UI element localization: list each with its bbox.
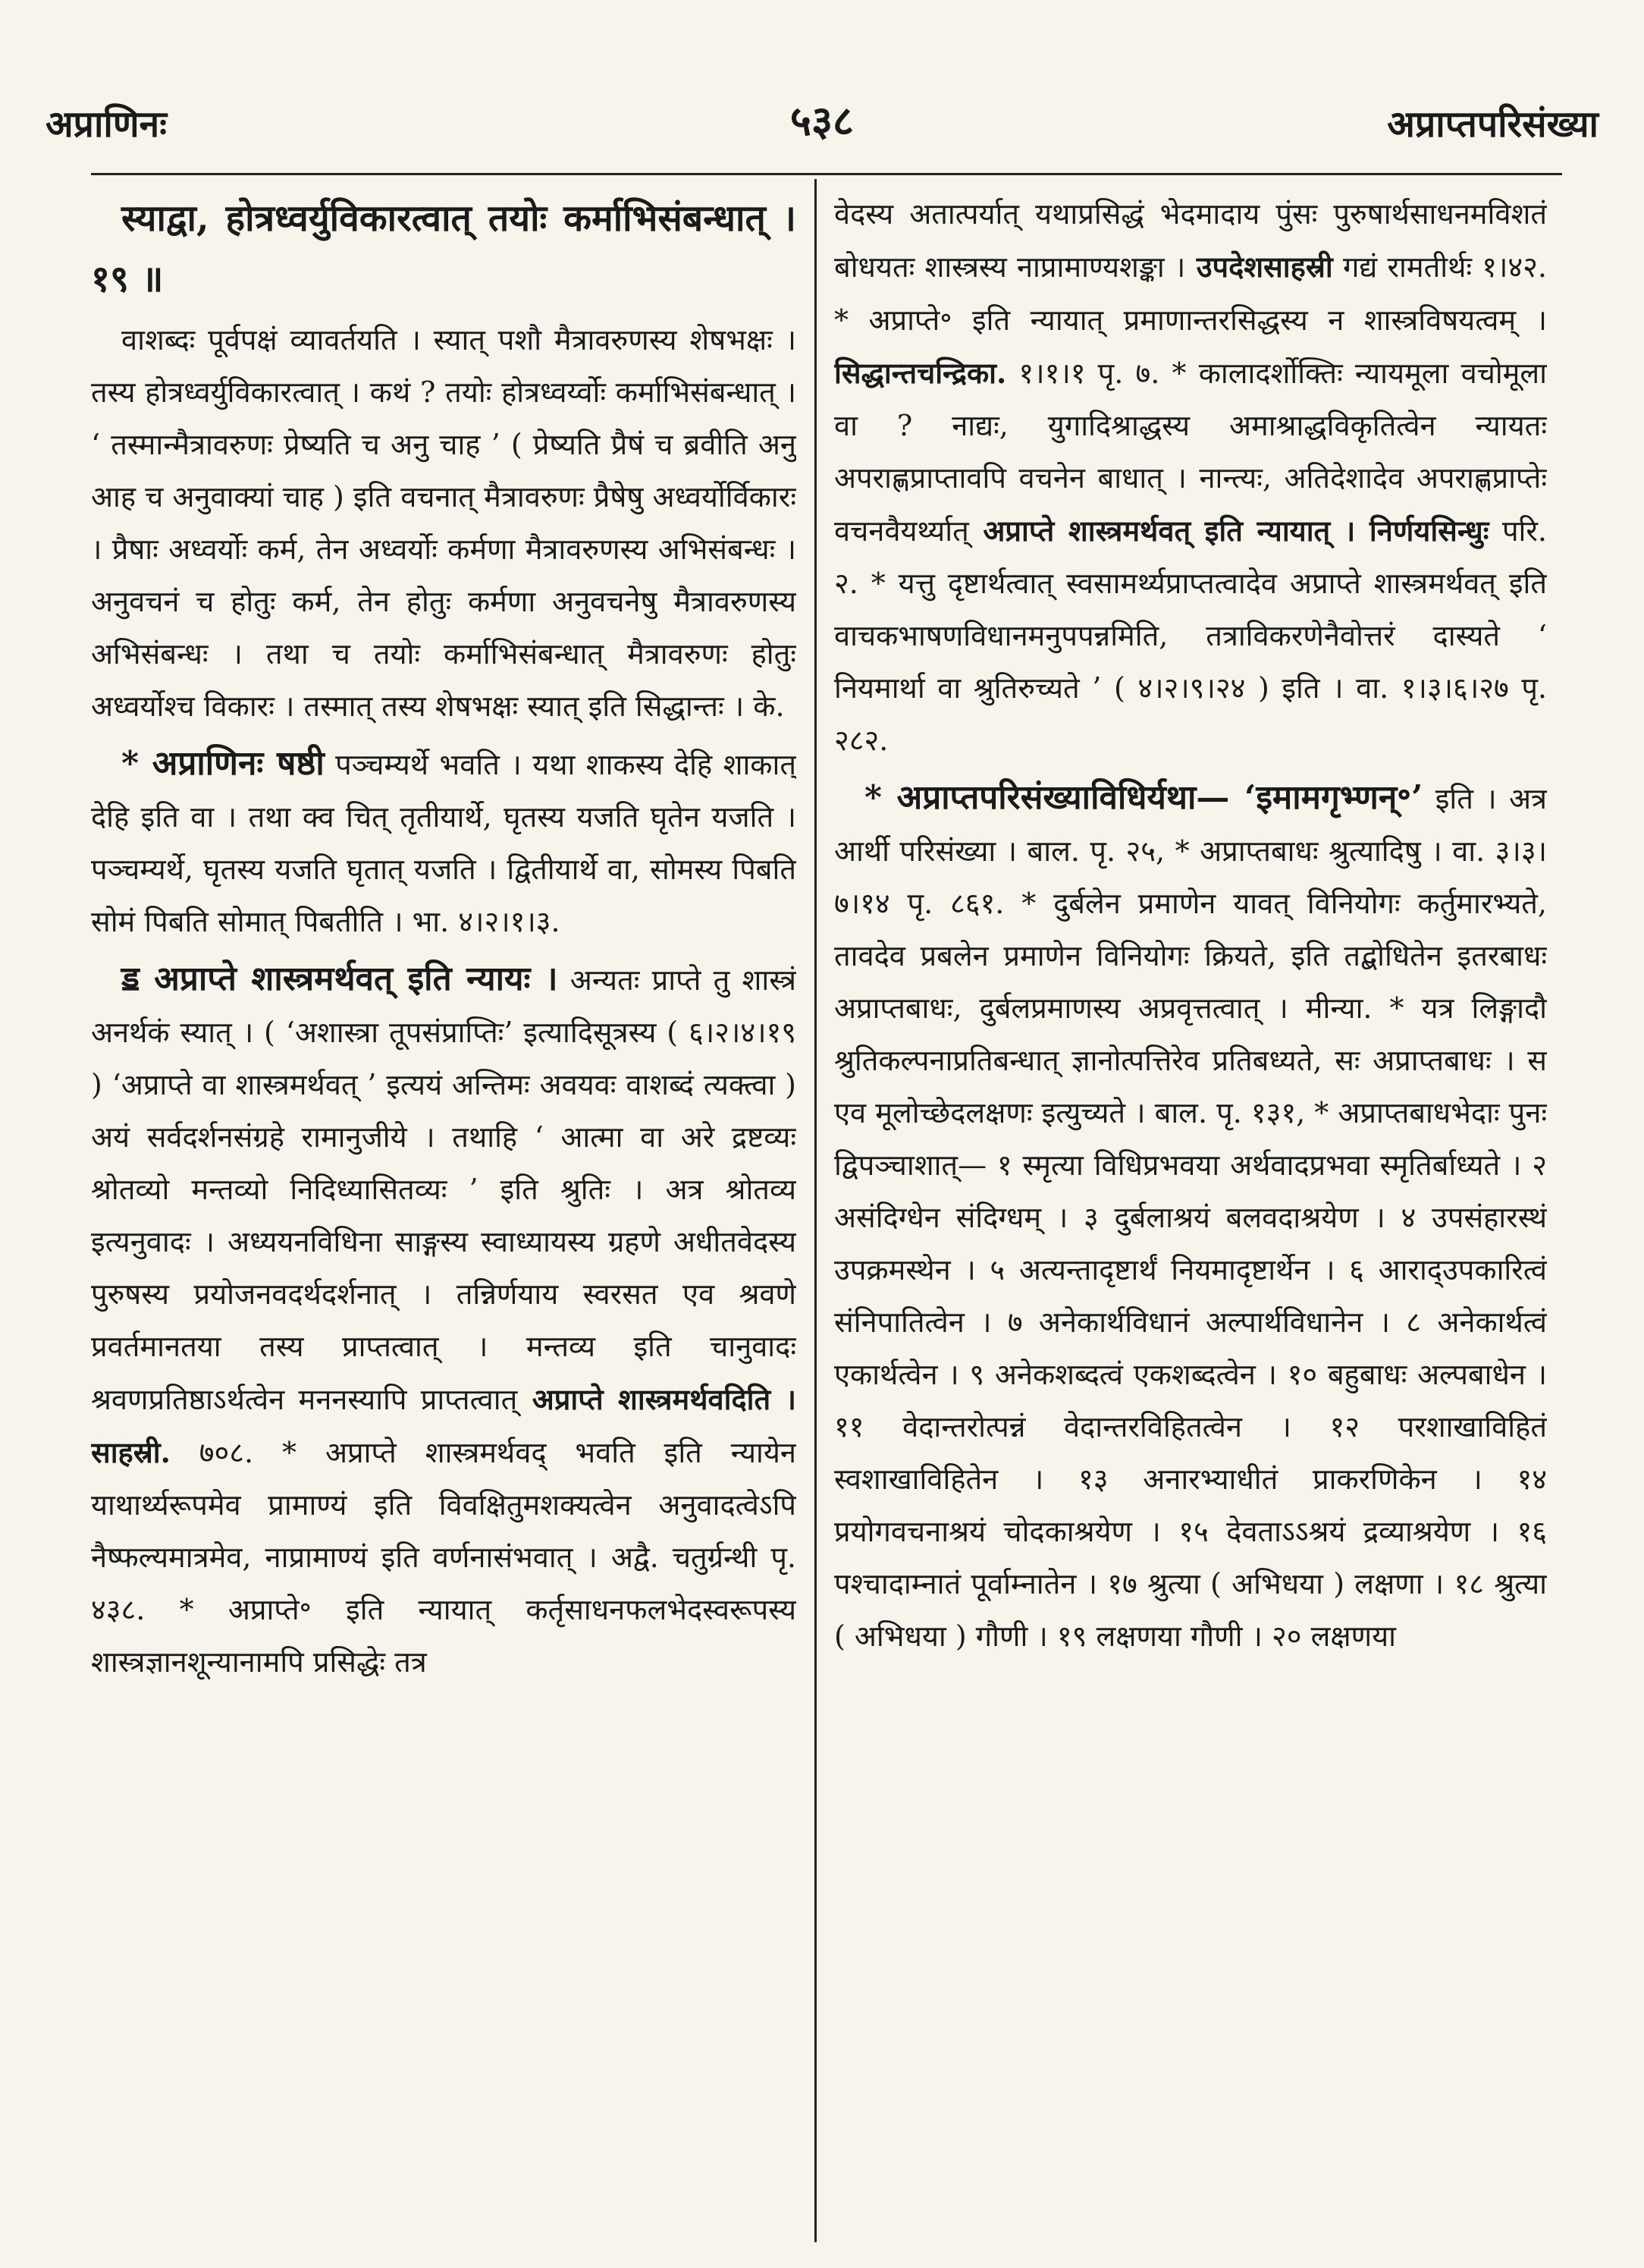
citation-bold: सिद्धान्तचन्द्रिका. <box>834 356 1007 390</box>
sutra-heading: स्याद्वा, होत्रध्वर्युविकारत्वात् तयोः कर्माभिसंबन्धात् । १९ ॥ <box>91 197 796 300</box>
entry-aprāṇinaḥ <box>91 737 796 948</box>
header-rule <box>91 173 1562 175</box>
citation-bold: अप्राप्ते शास्त्रमर्थवत् इति न्यायात् । निर्णयसिन्धुः <box>968 514 1489 548</box>
right-column <box>834 188 1547 2236</box>
page-number: ५३८ <box>789 96 855 145</box>
entry-text: पञ्चम्यर्थे भवति । यथा शाकस्य देहि शाकात् देहि इति वा । तथा क्व चित् तृतीयार्थे, घृतस्य यजति घृतेन यजति । पञ्चम्यर्थे, घृतस्य यजति घृतात् यजति । द्वितीयार्थे वा, सोमस्य पिबति सोमं पिबति सोमात् पिबतीति । भा. ४।२।१।३. <box>91 748 796 938</box>
left-column <box>91 188 796 2236</box>
entry-text: इति । अत्र आर्थी परिसंख्या । बाल. पृ. २५, * अप्राप्तबाधः श्रुत्यादिषु । वा. ३।३।७।१४ पृ. ८६१. * दुर्बलेन प्रमाणेन यावत् विनियोगः कर्तुमारभ्यते, तावदेव प्रबलेन प्रमाणेन विनियोगः क्रियते, इति तद्बोधितेन इतरबाधः अप्राप्तबाधः, दुर्बलप्रमाणस्य अप्रवृत्तत्वात् । मीन्या. * यत्र लिङ्गादौ श्रुतिकल्पनाप्रतिबन्धात् ज्ञानोत्पत्तिरेव प्रतिबध्यते, सः अप्राप्तबाधः । स एव मूलोच्छेदलक्षणः इत्युच्यते । बाल. पृ. १३१, * अप्राप्तबाधभेदाः पुनः द्विपञ्चाशात्— १ स्मृत्या विधिप्रभवया अर्थवादप्रभवा स्मृतिर्बाध्यते । २ असंदिग्धेन संदिग्धम् । ३ दुर्बलाश्रयं बलवदाश्रयेण । ४ उपसंहारस्थं उपक्रमस्थेन । ५ अत्यन्तादृष्टार्थं नियमादृष्टार्थेन । ६ आराद्उपकारित्वं संनिपातित्वेन । ७ अनेकार्थविधानं अल्पार्थविधानेन । ८ अनेकार्थत्वं एकार्थत्वेन । ९ अनेकशब्दत्वं एकशब्दत्वेन । १० बहुबाधः अल्पबाधेन । ११ वेदान्तरोत्पन्नं वेदान्तरविहितत्वेन । १२ परशाखाविहितं स्वशाखाविहितेन । १३ अनारभ्याधीतं प्राकरणिकेन । १४ प्रयोगवचनाश्रयं चोदकाश्रयेण । १५ देवताऽऽश्रयं द्रव्याश्रयेण । १६ पश्चादाम्नातं पूर्वाम्नातेन । १७ श्रुत्या ( अभिधया ) लक्षणा । १८ श्रुत्या ( अभिधया ) गौणी । १९ लक्षणया गौणी । २० लक्षणया <box>834 782 1547 1653</box>
citation-bold: उपदेशसाहस्री <box>1185 250 1333 284</box>
entry-text: १।१।१ पृ. ७. * कालादर्शोक्तिः न्यायमूला वचोमूला वा ? नाद्यः, युगादिश्राद्धस्य अमाश्राद्धविकृतित्वेन न्यायतः अपराह्णप्राप्तावपि वचनेन बाधात् । नान्त्यः, अतिदेशादेव अपराह्णप्राप्तेः वचनवैयर्थ्यात् <box>834 357 1547 548</box>
entry-text: गद्यं रामतीर्थः १।४२. * अप्राप्ते॰ इति न्यायात् प्रमाणान्तरसिद्धस्य न शास्त्रविषयत्वम् । <box>834 250 1547 337</box>
entry-text: अन्यतः प्राप्ते तु शास्त्रं अनर्थकं स्यात् । ( ‘अशास्त्रा तूपसंप्राप्तिः’ इत्यादिसूत्रस्य ( ६।२।४।१९ ) ‘अप्राप्ते वा शास्त्रमर्थवत् ’ इत्ययं अन्तिमः अवयवः वाशब्दं त्यक्त्वा ) अयं सर्वदर्शनसंग्रहे रामानुजीये । तथाहि ‘ आत्मा वा अरे द्रष्टव्यः श्रोतव्यो मन्तव्यो निदिध्यासितव्यः ’ इति श्रुतिः । अत्र श्रोतव्य इत्यनुवादः । अध्ययनविधिना साङ्गस्य स्वाध्यायस्य ग्रहणे अधीतवेदस्य पुरुषस्य प्रयोजनवदर्थदर्शनात् । तन्निर्णयाय स्वरसत एव श्रवणे प्रवर्तमानतया तस्य प्राप्तत्वात् । मन्तव्य इति चानुवादः श्रवणप्रतिष्ठाऽर्थत्वेन मननस्यापि प्राप्तत्वात् <box>91 963 796 1416</box>
page-header <box>45 76 1599 159</box>
entry-headword: * अप्राणिनः षष्ठी <box>121 744 325 783</box>
citation-bold: अप्राप्ते शास्त्रमर्थवदिति । साहस्री. <box>91 1382 796 1469</box>
entry-aprāpta-parisaṅkhyā <box>834 771 1547 1663</box>
running-head-left: अप्राणिनः <box>45 103 167 146</box>
entry-headword: * अप्राप्तपरिसंख्याविधिर्यथा— ‘इमामगृभ्णन्॰’ <box>864 778 1423 817</box>
entry-text: वेदस्य अतात्पर्यात् यथाप्रसिद्धं भेदमादाय पुंसः पुरुषार्थसाधनमविशतं बोधयतः शास्त्रस्य नाप्रामाण्यशङ्का । <box>834 197 1547 284</box>
entry-text: ७०८. * अप्राप्ते शास्त्रमर्थवद् भवति इति न्यायेन याथार्थ्यरूपमेव प्रामाण्यं इति विवक्षितुमशक्यत्वेन अनुवादत्वेऽपि नैष्फल्यमात्रमेव, नाप्रामाण्यं इति वर्णनासंभवात् । अद्वै. चतुर्ग्रन्थी पृ. ४३८. * अप्राप्ते॰ इति न्यायात् कर्तृसाधनफलभेदस्वरूपस्य शास्त्रज्ञानशून्यानामपि प्रसिद्धेः तत्र <box>91 1436 796 1679</box>
column-divider <box>814 179 817 2242</box>
running-head-right: अप्राप्तपरिसंख्या <box>1387 103 1599 146</box>
entry-aprāpte-śāstram <box>91 953 796 1688</box>
entry-headword: ॾ अप्राप्ते शास्त्रमर्थवत् इति न्यायः । <box>121 960 558 998</box>
commentary-paragraph: वाशब्दः पूर्वपक्षं व्यावर्तयति । स्यात् पशौ मैत्रावरुणस्य शेषभक्षः । तस्य होत्रध्वर्युविकारत्वात् । कथं ? तयोः होत्रध्वर्य्वोः कर्माभिसंबन्धात् । ‘ तस्मान्मैत्रावरुणः प्रेष्यति च अनु चाह ’ ( प्रेष्यति प्रैषं च ब्रवीति अनु आह च अनुवाक्यां चाह ) इति वचनात् मैत्रावरुणः प्रैषेषु अध्वर्योर्विकारः । प्रैषाः अध्वर्योः कर्म, तेन अध्वर्योः कर्मणा मैत्रावरुणस्य अभिसंबन्धः । अनुवचनं च होतुः कर्म, तेन होतुः कर्मणा अनुवचनेषु मैत्रावरुणस्य अभिसंबन्धः । तथा च तयोः कर्माभिसंबन्धात् मैत्रावरुणः होतुः अध्वर्योश्च विकारः । तस्मात् तस्य शेषभक्षः स्यात् इति सिद्धान्तः । के. <box>91 323 796 723</box>
entry-text: परि. २. * यत्तु दृष्टार्थत्वात् स्वसामर्थ्यप्राप्तत्वादेव अप्राप्ते शास्त्रमर्थवत् इति वाचकभाषणविधानमनुपपन्नमिति, तत्राविकरणेनैवोत्तरं दास्यते ‘ नियमार्था वा श्रुतिरुच्यते ’ ( ४।२।९।२४ ) इति । वा. १।३।६।२७ पृ. २८२. <box>834 514 1547 757</box>
continued-paragraph <box>834 188 1547 767</box>
